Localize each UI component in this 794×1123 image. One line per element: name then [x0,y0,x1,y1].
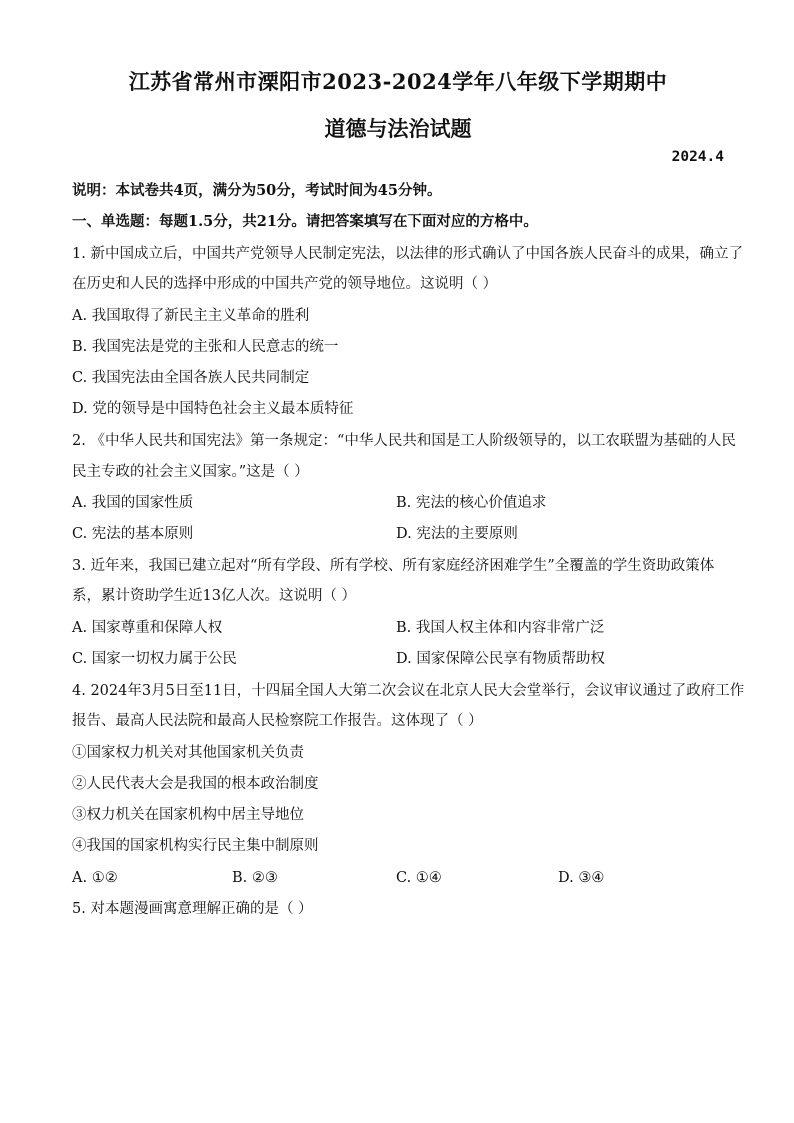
answer-option: C. 宪法的基本原则 [72,526,194,542]
exam-date: 2024.4 [671,149,724,165]
statement-item: ③权力机关在国家机构中居主导地位 [72,807,304,823]
answer-option: B. 我国宪法是党的主张和人民意志的统一 [72,339,339,355]
answer-option: B. 宪法的核心价值追求 [396,495,547,511]
question-stem: 民主专政的社会主义国家。”这是（ ） [72,464,309,480]
question-stem: 2. 《中华人民共和国宪法》第一条规定：“中华人民共和国是工人阶级领导的，以工农联盟为基础的人民 [72,433,736,449]
answer-option: A. ①② [72,870,118,886]
question-stem: 报告、最高人民法院和最高人民检察院工作报告。这体现了（ ） [72,713,483,729]
answer-option: B. 我国人权主体和内容非常广泛 [396,620,605,636]
answer-option: C. 国家一切权力属于公民 [72,651,237,667]
answer-option: C. ①④ [396,870,442,886]
exam-subtitle: 道德与法治试题 [324,116,472,141]
question-stem: 3. 近年来，我国已建立起对“所有学段、所有学校、所有家庭经济困难学生”全覆盖的学生资助政策体 [72,558,715,574]
answer-option: A. 国家尊重和保障人权 [72,620,223,636]
exam-title: 江苏省常州市溧阳市2023-2024学年八年级下学期期中 [128,69,668,94]
question-stem: 4. 2024年3月5日至11日，十四届全国人大第二次会议在北京人民大会堂举行，会议审议通过了政府工作 [72,683,745,699]
statement-item: ①国家权力机关对其他国家机关负责 [72,745,304,761]
answer-option: D. 宪法的主要原则 [396,526,518,542]
question-stem: 系，累计资助学生近13亿人次。这说明（ ） [72,588,357,604]
statement-item: ②人民代表大会是我国的根本政治制度 [72,776,319,792]
instructions: 说明：本试卷共4页，满分为50分，考试时间为45分钟。 [72,182,442,199]
section-heading: 一、单选题：每题1.5分，共21分。请把答案填写在下面对应的方格中。 [72,213,538,230]
answer-option: B. ②③ [232,870,278,886]
question-stem: 在历史和人民的选择中形成的中国共产党的领导地位。这说明（ ） [72,276,498,292]
answer-option: D. ③④ [558,870,605,886]
answer-option: A. 我国的国家性质 [72,495,194,511]
answer-option: D. 国家保障公民享有物质帮助权 [396,651,605,667]
question-stem: 1. 新中国成立后，中国共产党领导人民制定宪法，以法律的形式确认了中国各族人民奋斗的成果，确立了 [72,246,743,262]
statement-item: ④我国的国家机构实行民主集中制原则 [72,838,319,854]
answer-option: A. 我国取得了新民主主义革命的胜利 [72,308,310,324]
question-stem: 5. 对本题漫画寓意理解正确的是（ ） [72,901,313,917]
answer-option: C. 我国宪法由全国各族人民共同制定 [72,370,310,386]
answer-option: D. 党的领导是中国特色社会主义最本质特征 [72,401,354,417]
